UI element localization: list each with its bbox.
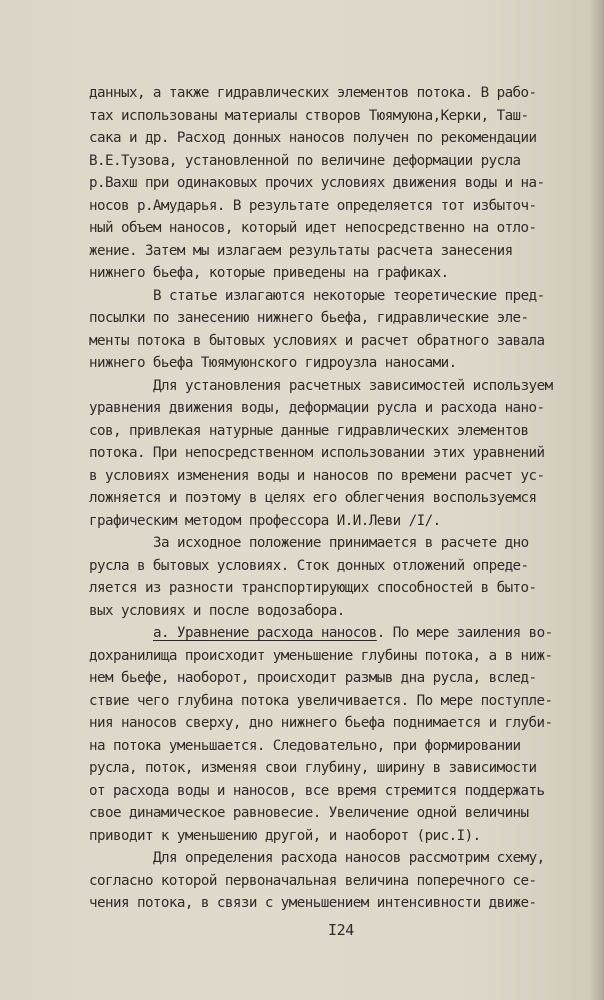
text-line: дохранилища происходит уменьшение глубины потока, а в ниж- <box>89 647 553 664</box>
text-line: ляется из разности транспортирующих способностей в быто- <box>89 580 537 596</box>
text-line: нижнего бьефа Тюямуюнского гидроузла наносами. <box>89 355 457 371</box>
text-line: потока. При непосредственном использовании этих уравнений <box>89 445 545 461</box>
text-line: приводит к уменьшению другой, и наоборот (рис.I). <box>89 827 481 844</box>
text-line: в условиях изменения воды и наносов по времени расчет ус- <box>89 467 545 484</box>
text-line: нижнего бьефа, которые приведены на графиках. <box>89 265 449 281</box>
text-line <box>89 622 601 645</box>
text-line: носов р.Амударья. В результате определяется тот избыточ- <box>89 197 537 214</box>
text-line: ложняется и поэтому в целях его облегчения воспользуемся <box>89 490 537 506</box>
text-line: от расхода воды и наносов, все время стремится поддержать <box>89 782 545 799</box>
text-line: уравнения движения воды, деформации русла и расхода нано- <box>89 400 545 416</box>
page-number: I24 <box>328 921 354 939</box>
text-line: жение. Затем мы излагаем результаты расчета занесения <box>89 242 513 259</box>
text-line: посылки по занесению нижнего бьефа, гидравлические эле- <box>89 310 529 326</box>
text-line: русла в бытовых условиях. Сток донных отложений опреде- <box>89 557 529 574</box>
body-text <box>89 82 601 915</box>
text-line: За исходное положение принимается в расчете дно <box>153 535 529 551</box>
text-line: чения потока, в связи с уменьшением интенсивности движе- <box>89 895 537 911</box>
text-line: свое динамическое равновесие. Увеличение одной величины <box>89 805 529 821</box>
section-heading-continuation: . По мере заиления во- <box>376 625 553 641</box>
text-line: В статье излагаются некоторые теоретические пред- <box>153 287 545 304</box>
text-line: Для установления расчетных зависимостей используем <box>153 377 553 394</box>
text-line: данных, а также гидравлических элементов потока. В рабо- <box>89 85 537 101</box>
text-line: ный объем наносов, который идет непосредственно на отло- <box>89 220 537 236</box>
text-line: сов, привлекая натурные данные гидравлических элементов <box>89 422 529 439</box>
text-line: русла, поток, изменяя свои глубину, ширину в зависимости <box>89 760 537 776</box>
text-line: нем бьефе, наоборот, происходит размыв дна русла, вслед- <box>89 670 537 686</box>
text-line: ния наносов сверху, дно нижнего бьефа поднимается и глуби- <box>89 715 553 731</box>
text-line: В.Е.Тузова, установленной по величине деформации русла <box>89 152 521 169</box>
text-line: согласно которой первоначальная величина поперечного се- <box>89 872 537 889</box>
text-line: на потока уменьшается. Следовательно, при формировании <box>89 737 521 754</box>
text-line: сака и др. Расход донных наносов получен по рекомендации <box>89 130 537 146</box>
text-line: Для определения расхода наносов рассмотрим схему, <box>153 850 545 866</box>
text-line: менты потока в бытовых условиях и расчет обратного завала <box>89 332 545 349</box>
text-line: р.Вахш при одинаковых прочих условиях движения воды и на- <box>89 175 545 191</box>
text-line: вых условиях и после водозабора. <box>89 602 345 619</box>
text-line: графическим методом профессора И.И.Леви /I/. <box>89 512 441 529</box>
text-line: тах использованы материалы створов Тюямуюна,Керки, Таш- <box>89 107 529 124</box>
section-heading: а. Уравнение расхода наносов <box>153 625 377 641</box>
text-line: ствие чего глубина потока увеличивается. По мере поступле- <box>89 692 553 709</box>
